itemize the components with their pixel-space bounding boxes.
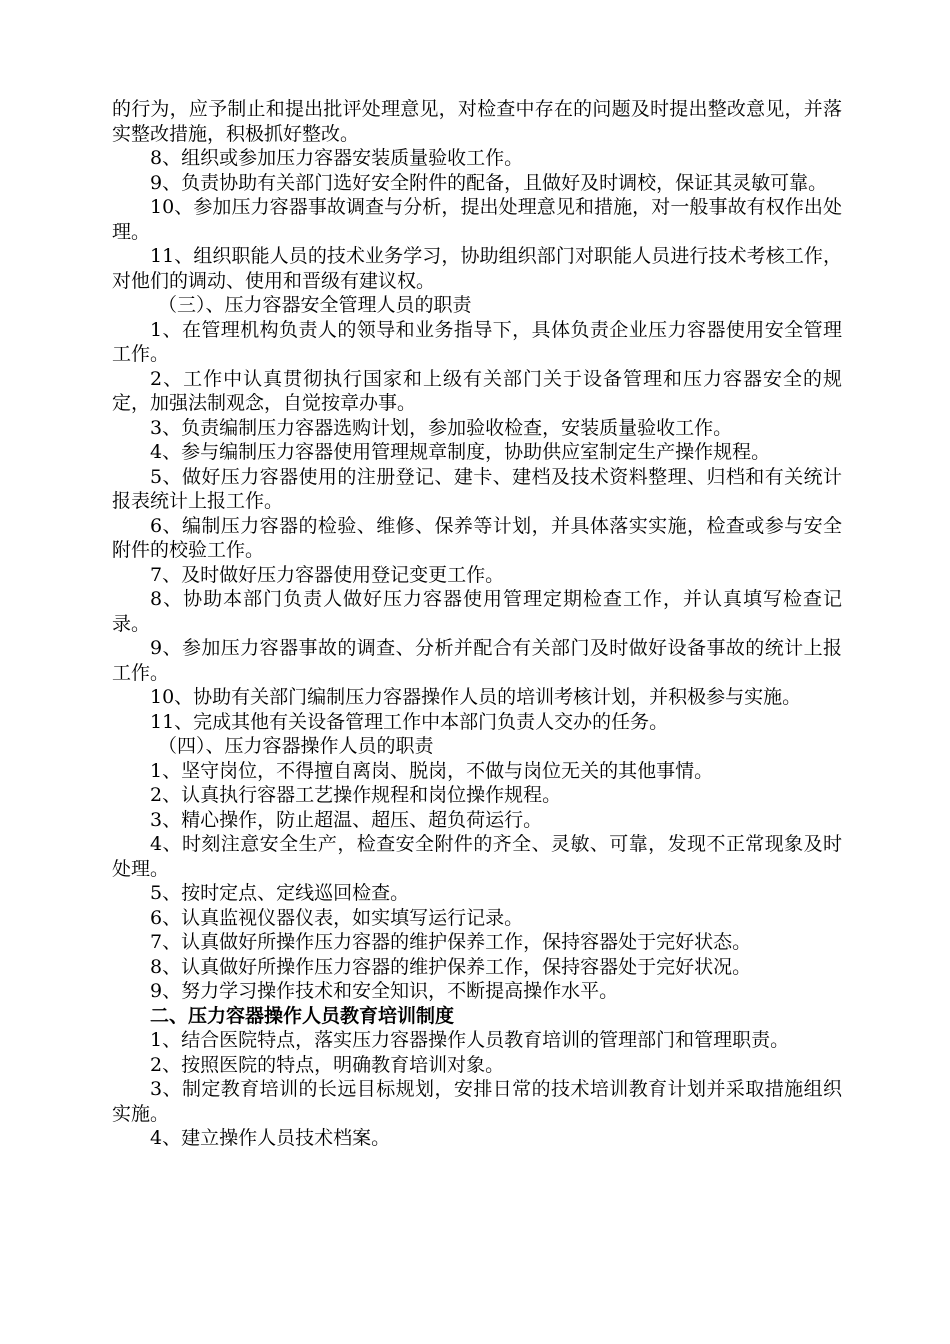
paragraph-item-8: 8、认真做好所操作压力容器的维护保养工作，保持容器处于完好状况。 — [150, 955, 752, 978]
paragraph-item-11: 11、组织职能人员的技术业务学习，协助组织部门对职能人员进行技术考核工作，对他们的调动、使用和晋级有建议权。 — [112, 245, 842, 292]
section-heading-4: （四）、压力容器操作人员的职责 — [158, 735, 434, 757]
paragraph-item-4: 4、建立操作人员技术档案。 — [150, 1127, 391, 1149]
paragraph-item-8: 8、组织或参加压力容器安装质量验收工作。 — [150, 147, 524, 169]
paragraph-item-2: 2、工作中认真贯彻执行国家和上级有关部门关于设备管理和压力容器安全的规定，加强法制观念，自觉按章办事。 — [112, 367, 842, 414]
paragraph-item-9: 9、努力学习操作技术和安全知识，不断提高操作水平。 — [150, 980, 619, 1002]
paragraph-item-7: 7、认真做好所操作压力容器的维护保养工作，保持容器处于完好状态。 — [150, 931, 752, 953]
paragraph-item-11: 11、完成其他有关设备管理工作中本部门负责人交办的任务。 — [150, 710, 669, 733]
paragraph-item-10: 10、协助有关部门编制压力容器操作人员的培训考核计划，并积极参与实施。 — [150, 686, 802, 708]
paragraph-item-2: 2、按照医院的特点，明确教育培训对象。 — [150, 1053, 505, 1076]
paragraph-continuation: 的行为，应予制止和提出批评处理意见，对检查中存在的问题及时提出整改意见，并落实整改措施，积极抓好整改。 — [112, 98, 842, 145]
paragraph-item-10: 10、参加压力容器事故调查与分析，提出处理意见和措施，对一般事故有权作出处理。 — [112, 196, 842, 243]
paragraph-item-4: 4、参与编制压力容器使用管理规章制度，协助供应室制定生产操作规程。 — [150, 441, 771, 463]
paragraph-item-6: 6、编制压力容器的检验、维修、保养等计划，并具体落实实施，检查或参与安全附件的校验工作。 — [112, 514, 842, 561]
paragraph-item-3: 3、负责编制压力容器选购计划，参加验收检查，安装质量验收工作。 — [150, 416, 733, 439]
paragraph-item-3: 3、制定教育培训的长远目标规划，安排日常的技术培训教育计划并采取措施组织实施。 — [112, 1078, 842, 1125]
paragraph-item-8: 8、协助本部门负责人做好压力容器使用管理定期检查工作，并认真填写检查记录。 — [112, 588, 842, 635]
paragraph-item-5: 5、按时定点、定线巡回检查。 — [150, 882, 410, 904]
section-heading-3: （三）、压力容器安全管理人员的职责 — [158, 294, 472, 316]
paragraph-item-3: 3、精心操作，防止超温、超压、超负荷运行。 — [150, 808, 543, 831]
paragraph-item-4: 4、时刻注意安全生产，检查安全附件的齐全、灵敏、可靠，发现不正常现象及时处理。 — [112, 833, 842, 880]
paragraph-item-6: 6、认真监视仪器仪表，如实填写运行记录。 — [150, 906, 524, 929]
paragraph-item-9: 9、负责协助有关部门选好安全附件的配备，且做好及时调校，保证其灵敏可靠。 — [150, 171, 828, 194]
paragraph-item-9: 9、参加压力容器事故的调查、分析并配合有关部门及时做好设备事故的统计上报工作。 — [112, 637, 842, 684]
document-page — [112, 97, 842, 1151]
chapter-heading-2: 二、压力容器操作人员教育培训制度 — [150, 1004, 455, 1027]
paragraph-item-1: 1、坚守岗位，不得擅自离岗、脱岗，不做与岗位无关的其他事情。 — [150, 759, 714, 782]
paragraph-item-2: 2、认真执行容器工艺操作规程和岗位操作规程。 — [150, 784, 562, 806]
paragraph-item-1: 1、结合医院特点，落实压力容器操作人员教育培训的管理部门和管理职责。 — [150, 1029, 790, 1051]
paragraph-item-1: 1、在管理机构负责人的领导和业务指导下，具体负责企业压力容器使用安全管理工作。 — [112, 318, 842, 365]
paragraph-item-7: 7、及时做好压力容器使用登记变更工作。 — [150, 563, 505, 586]
paragraph-item-5: 5、做好压力容器使用的注册登记、建卡、建档及技术资料整理、归档和有关统计报表统计上报工作。 — [112, 465, 842, 512]
